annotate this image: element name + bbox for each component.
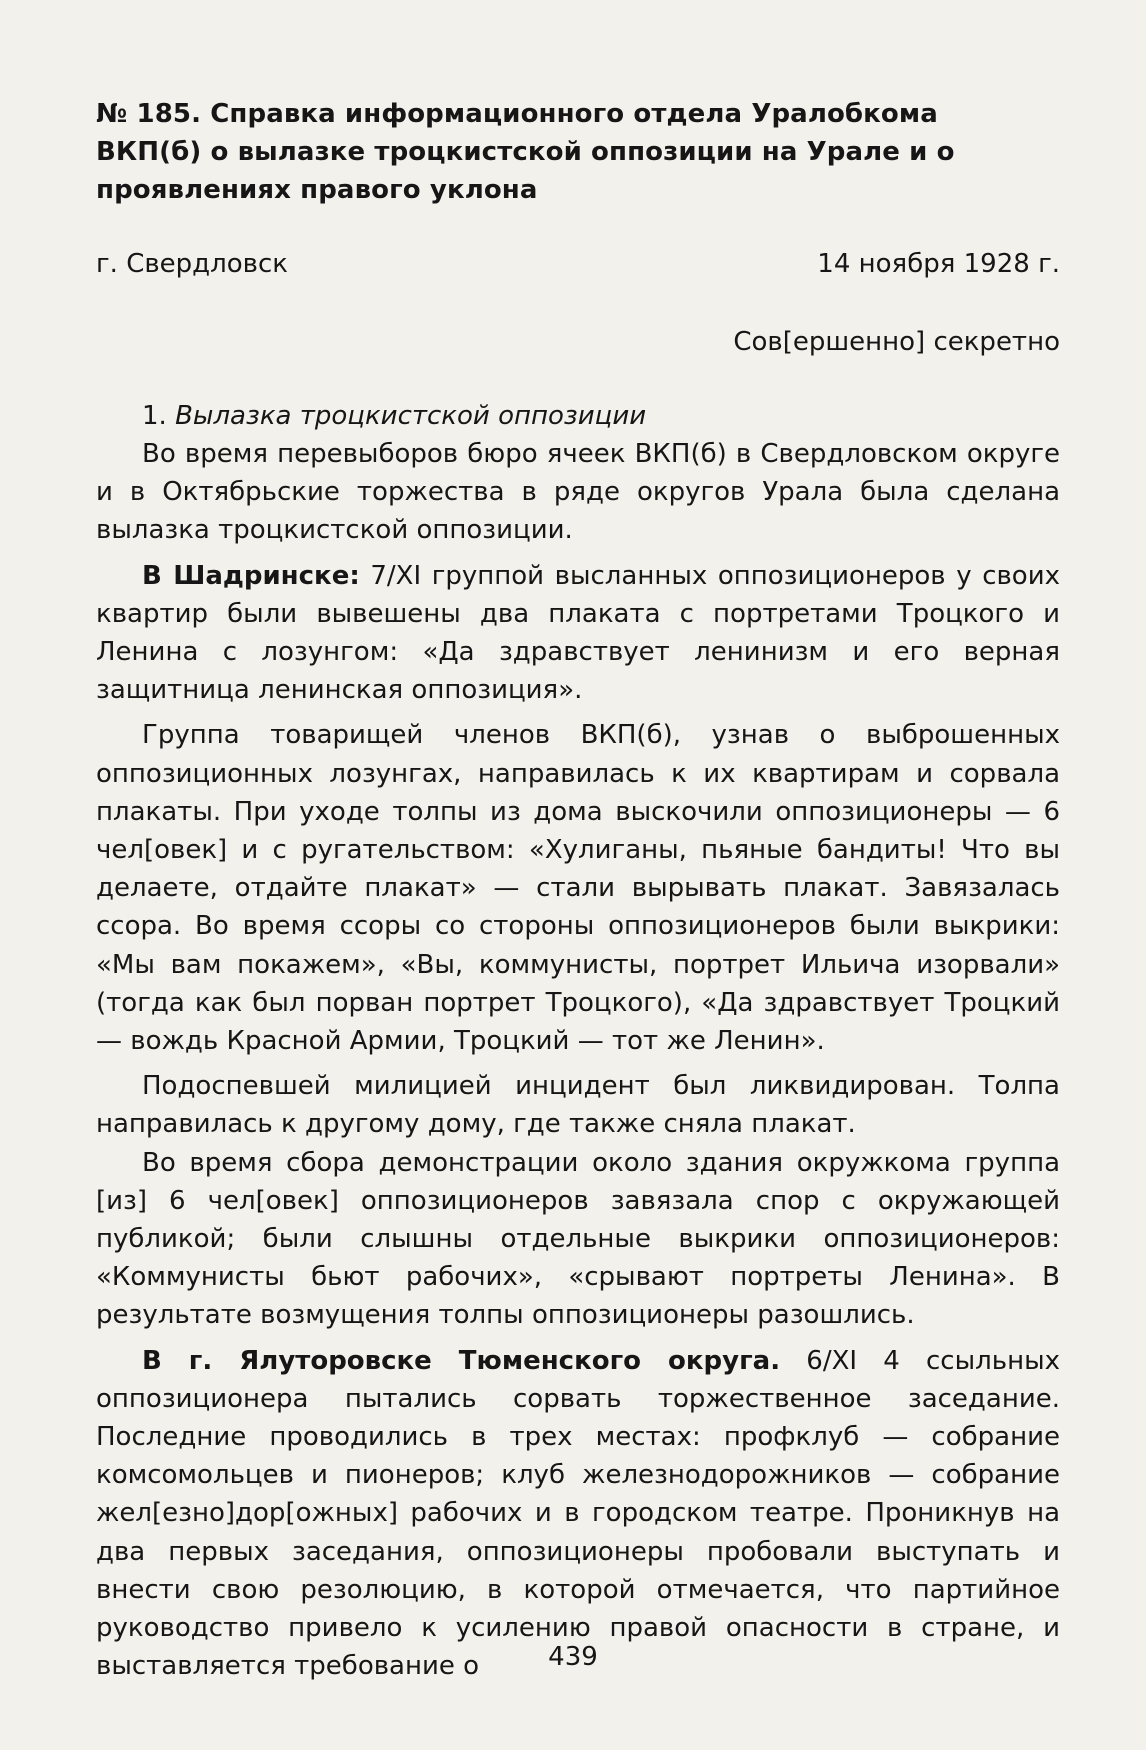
paragraph-text: Во время перевыборов бюро ячеек ВКП(б) в Свердловском округе и в Октябрьские торжества в ряде округов Урала была сделана вылазка троцкистской оппозиции.: [96, 439, 1060, 546]
paragraph-5: [96, 1144, 1060, 1335]
paragraph-4: [96, 1067, 1060, 1143]
paragraph-text: 6/XI 4 ссыльных оппозиционера пытались сорвать торжественное заседание. Последние проводились в трех местах: профклуб — собрание комсомольцев и пионеров; клуб железнодорожников — собрание жел[езно]дор[ожных] рабочих и в городском театре. Проникнув на два первых заседания, оппозиционеры пробовали выступать и внести свою резолюцию, в которой отмечается, что партийное руководство привело к усилению правой опасности в стране, и выставляется требование о: [96, 1345, 1060, 1682]
page-number: 439: [548, 1642, 598, 1672]
classification-stamp: Сов[ершенно] секретно: [733, 327, 1060, 357]
document-page: [96, 82, 1060, 1686]
paragraph-1: [96, 435, 1060, 550]
section-number: 1.: [142, 401, 167, 431]
document-title: № 185. Справка информационного отдела Уралобкома ВКП(б) о вылазке троцкистской оппозиции на Урале и о проявлениях правого уклона: [96, 99, 955, 205]
section-title: Вылазка троцкистской оппозиции: [175, 401, 647, 431]
paragraph-text: 7/XI группой высланных оппозиционеров у своих квартир были вывешены два плаката с портретами Троцкого и Ленина с лозунгом: «Да здравствует ленинизм и его верная защитница ленинская оппозиция».: [96, 560, 1061, 706]
paragraph-3: [96, 716, 1060, 1060]
paragraph-6: [96, 1342, 1060, 1686]
section-heading: [96, 397, 1060, 435]
place-date-row: [96, 245, 1060, 283]
paragraph-text: Группа товарищей членов ВКП(б), узнав о выброшенных оппозиционных лозунгах, направилась к их квартирам и сорвала плакаты. При уходе толпы из дома выскочили оппозиционеры — 6 чел[овек] и с ругательством: «Хулиганы, пьяные бандиты! Что вы делаете, отдайте плакат» — стали вырывать плакат. Завязалась ссора. Во время ссоры со стороны оппозиционеров были выкрики: «Мы вам покажем», «Вы, коммунисты, портрет Ильича изорвали» (тогда как был порван портрет Троцкого), «Да здравствует Троцкий — вождь Красной Армии, Троцкий — тот же Ленин».: [96, 720, 1060, 1057]
paragraph-2: [96, 557, 1060, 710]
document-date: 14 ноября 1928 г.: [817, 249, 1060, 279]
paragraph-text: Подоспевшей милицией инцидент был ликвидирован. Толпа направилась к другому дому, где также сняла плакат.: [96, 1071, 1060, 1140]
paragraph-lead: В г. Ялуторовске Тюменского округа.: [142, 1345, 781, 1376]
paragraph-lead: В Шадринске:: [142, 560, 360, 591]
document-place: г. Свердловск: [96, 249, 288, 279]
paragraph-text: Во время сбора демонстрации около здания окружкома группа [из] 6 чел[овек] оппозиционеров завязала спор с окружающей публикой; были слышны отдельные выкрики оппозиционеров: «Коммунисты бьют рабочих», «срывают портреты Ленина». В результате возмущения толпы оппозиционеры разошлись.: [96, 1147, 1060, 1331]
